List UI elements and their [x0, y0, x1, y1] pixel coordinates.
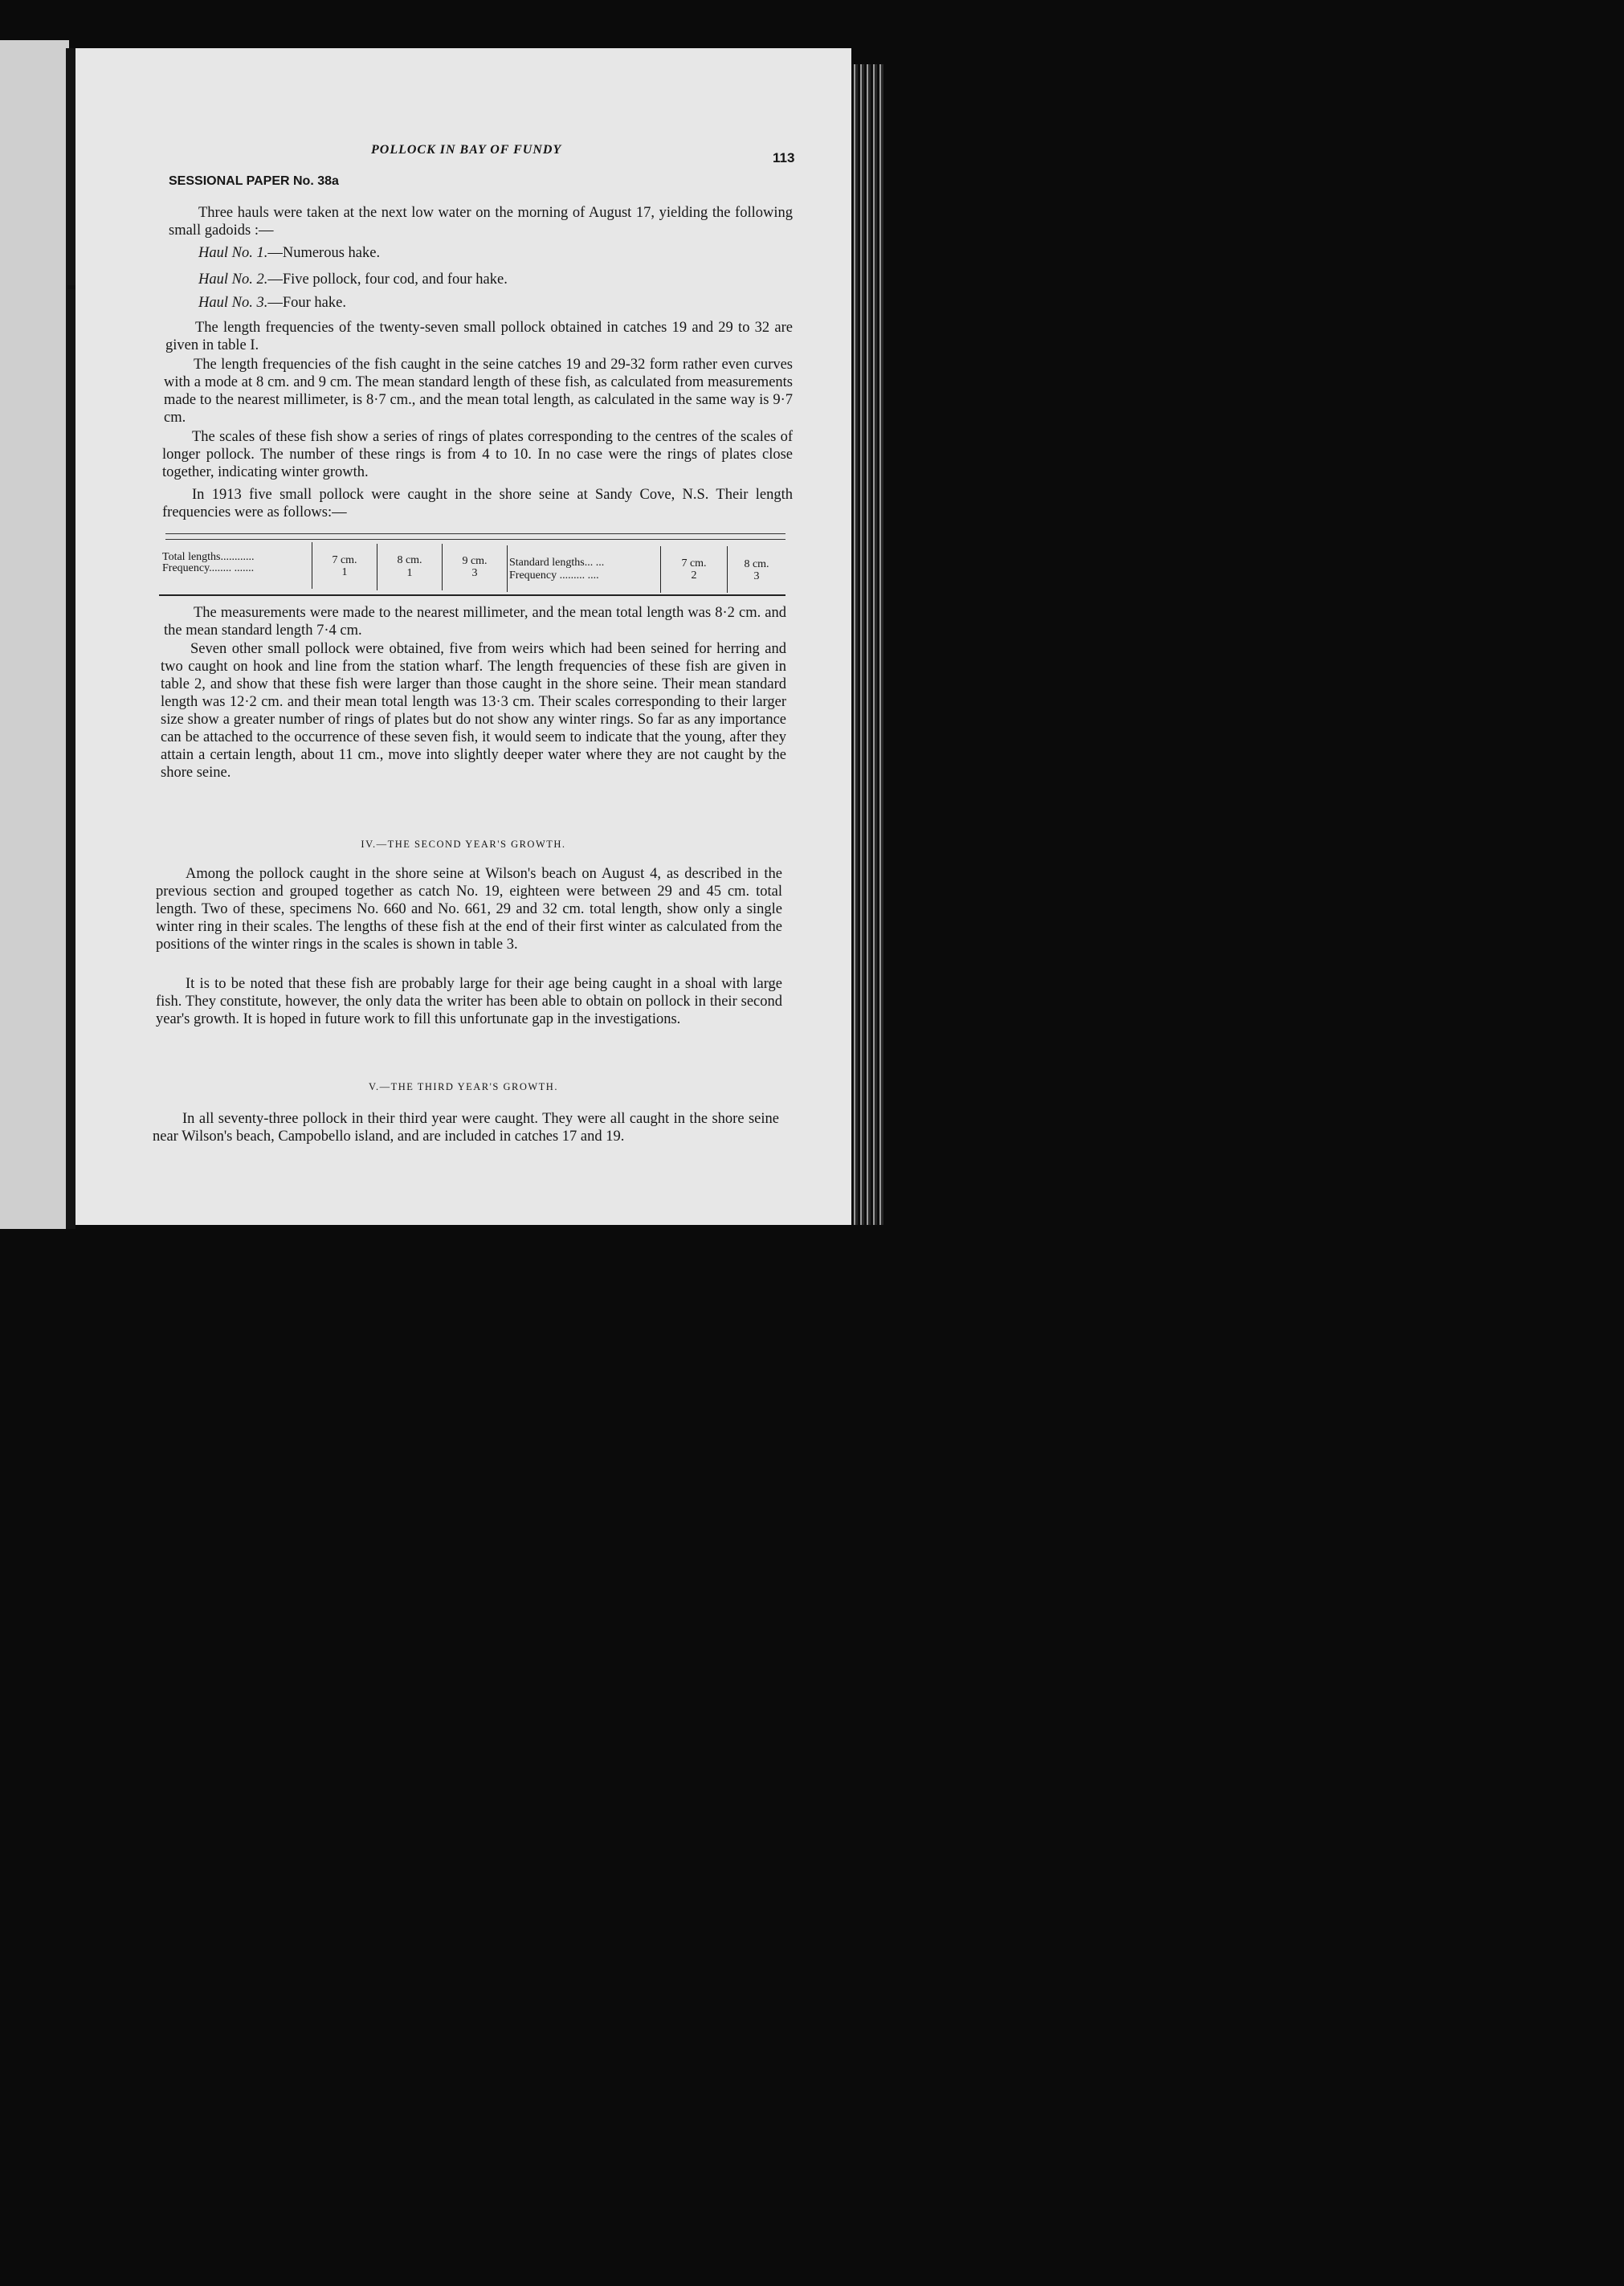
- standard-frequency-label: Frequency ......... ....: [509, 569, 599, 582]
- column-divider: [507, 545, 508, 592]
- total-length-cell: 7 cm.: [332, 554, 357, 566]
- total-frequency-label: Frequency........ .......: [162, 562, 255, 574]
- paragraph: It is to be noted that these fish are probably large for their age being caught in a shoal with large fish. They constitute, however, the only data the writer has been able to obtain on pollock in their second year's growth. It is hoped in future work to fill this unfortunate gap in the investigations.: [156, 976, 782, 1027]
- table-top-rule: [165, 533, 785, 534]
- total-frequency-cell: 3: [471, 567, 478, 579]
- haul-label: Haul No. 3.: [198, 295, 268, 311]
- standard-frequency-cell: 2: [691, 569, 697, 582]
- table-top-rule-2: [165, 539, 785, 540]
- sessional-paper-label: SESSIONAL PAPER No. 38a: [169, 174, 339, 188]
- haul-label: Haul No. 1.: [198, 245, 268, 261]
- column-divider: [660, 546, 661, 593]
- section-heading-iv: IV.—THE SECOND YEAR'S GROWTH.: [361, 839, 566, 850]
- total-frequency-cell: 1: [406, 567, 413, 579]
- haul-2: [198, 271, 508, 288]
- haul-3: [198, 294, 346, 312]
- paragraph: The measurements were made to the nearest millimeter, and the mean total length was 8·2 cm. and the mean standard length 7·4 cm.: [164, 605, 786, 639]
- total-lengths-label: Total lengths............: [162, 551, 255, 563]
- haul-label: Haul No. 2.: [198, 271, 268, 288]
- page-number: 113: [773, 150, 795, 165]
- paragraph: In 1913 five small pollock were caught in the shore seine at Sandy Cove, N.S. Their length frequencies were as follows:—: [162, 487, 793, 520]
- haul-text: —Five pollock, four cod, and four hake.: [267, 271, 508, 288]
- column-divider: [442, 544, 443, 590]
- running-head: POLLOCK IN BAY OF FUNDY: [371, 143, 562, 157]
- haul-1: [198, 244, 380, 262]
- intro-paragraph: Three hauls were taken at the next low water on the morning of August 17, yielding the following small gadoids :—: [169, 205, 793, 239]
- paragraph: In all seventy-three pollock in their third year were caught. They were all caught in the shore seine near Wilson's beach, Campobello island, and are included in catches 17 and 19.: [153, 1111, 779, 1145]
- standard-frequency-cell: 3: [753, 570, 760, 582]
- facing-page-edge: [0, 40, 69, 1229]
- column-divider: [727, 546, 728, 593]
- binding-mark: [67, 285, 75, 289]
- book-gutter: [66, 48, 75, 1229]
- total-length-cell: 9 cm.: [462, 555, 488, 567]
- haul-text: —Numerous hake.: [267, 245, 381, 261]
- total-frequency-cell: 1: [341, 566, 348, 578]
- table-bottom-rule: [159, 594, 785, 596]
- paragraph: Among the pollock caught in the shore seine at Wilson's beach on August 4, as described in the previous section and grouped together as catch No. 19, eighteen were between 29 and 45 cm. total length. Two of these, specimens No. 660 and No. 661, 29 and 32 cm. total length, show only a single winter ring in their scales. The lengths of these fish at the end of their first winter as calculated from the positions of the winter rings in the scales is shown in table 3.: [156, 866, 782, 953]
- paragraph: The scales of these fish show a series of rings of plates corresponding to the centres of the scales of longer pollock. The number of these rings is from 4 to 10. In no case were the rings of plates close together, indicating winter growth.: [162, 429, 793, 480]
- standard-length-cell: 8 cm.: [744, 558, 769, 570]
- paragraph: The length frequencies of the twenty-seven small pollock obtained in catches 19 and 29 to 32 are given in table I.: [165, 320, 793, 353]
- total-length-cell: 8 cm.: [397, 554, 422, 566]
- standard-lengths-label: Standard lengths... ...: [509, 557, 605, 569]
- paragraph: The length frequencies of the fish caught in the seine catches 19 and 29-32 form rather even curves with a mode at 8 cm. and 9 cm. The mean standard length of these fish, as calculated from measurements made to the nearest millimeter, is 8·7 cm., and the mean total length, as calculated in the same way is 9·7 cm.: [164, 357, 793, 426]
- standard-length-cell: 7 cm.: [681, 557, 707, 569]
- section-heading-v: V.—THE THIRD YEAR'S GROWTH.: [369, 1081, 558, 1092]
- paragraph: Seven other small pollock were obtained, five from weirs which had been seined for herring and two caught on hook and line from the station wharf. The length frequencies of these fish are given in table 2, and show that these fish were larger than those caught in the shore seine. Their mean standard length was 12·2 cm. and their mean total length was 13·3 cm. Their scales corresponding to their larger size show a greater number of rings of plates but do not show any winter rings. So far as any importance can be attached to the occurrence of these seven fish, it would seem to indicate that the young, after they attain a certain length, about 11 cm., move into slightly deeper water where they are not caught by the shore seine.: [161, 641, 786, 781]
- haul-text: —Four hake.: [267, 295, 346, 311]
- page-stack-edge: [851, 64, 883, 1225]
